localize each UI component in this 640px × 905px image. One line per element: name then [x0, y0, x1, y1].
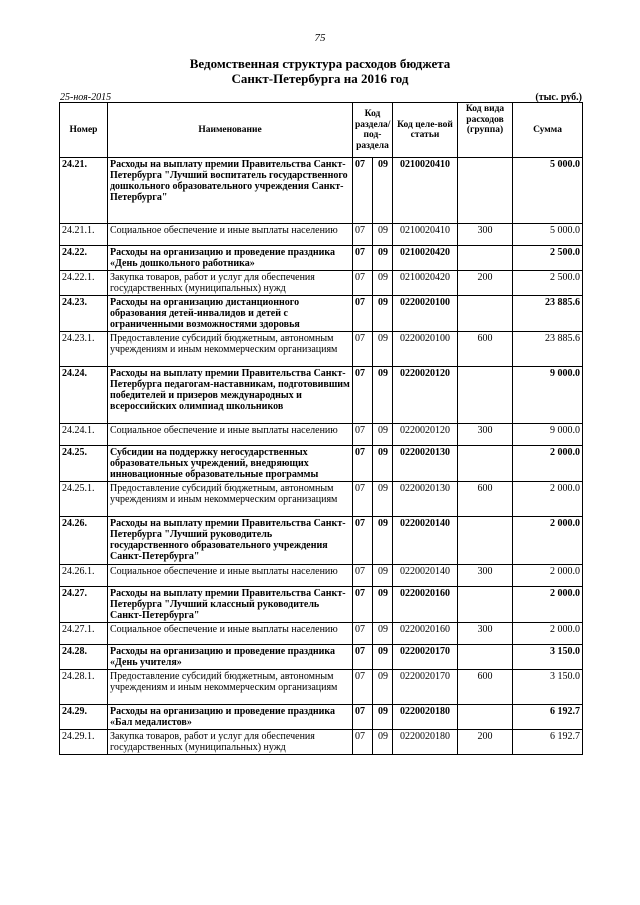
row-number: 24.21. [60, 158, 108, 224]
units-label: (тыс. руб.) [535, 92, 582, 103]
row-section: 07 [353, 424, 373, 446]
row-subsection: 09 [373, 271, 393, 296]
row-subsection: 09 [373, 424, 393, 446]
row-target-code: 0220020170 [393, 670, 458, 705]
table-row [60, 296, 583, 332]
row-name: Расходы на выплату премии Правительства Санкт-Петербурга педагогам-наставникам, подготовившим победителей и призеров международных и всероссийских олимпиад школьников [108, 367, 353, 424]
row-number: 24.29.1. [60, 730, 108, 755]
row-target-code: 0220020160 [393, 623, 458, 645]
row-sum: 2 000.0 [513, 482, 583, 517]
row-expense-type: 600 [458, 670, 513, 705]
row-sum: 2 000.0 [513, 623, 583, 645]
row-sum: 9 000.0 [513, 424, 583, 446]
row-number: 24.27.1. [60, 623, 108, 645]
row-name: Предоставление субсидий бюджетным, автономным учреждениям и иным некоммерческим организациям [108, 332, 353, 367]
row-expense-type [458, 296, 513, 332]
table-row [60, 705, 583, 730]
row-target-code: 0210020410 [393, 158, 458, 224]
row-subsection: 09 [373, 670, 393, 705]
row-subsection: 09 [373, 730, 393, 755]
row-sum: 6 192.7 [513, 705, 583, 730]
row-subsection: 09 [373, 587, 393, 623]
row-number: 24.27. [60, 587, 108, 623]
row-expense-type [458, 645, 513, 670]
row-number: 24.26. [60, 517, 108, 565]
row-expense-type [458, 158, 513, 224]
header-expense-type: Код вида расходов (группа) [458, 103, 513, 158]
row-expense-type [458, 517, 513, 565]
row-sum: 3 150.0 [513, 645, 583, 670]
table-row [60, 645, 583, 670]
row-expense-type: 200 [458, 730, 513, 755]
row-target-code: 0220020140 [393, 517, 458, 565]
header-sum: Сумма [513, 103, 583, 158]
row-expense-type: 300 [458, 424, 513, 446]
row-name: Социальное обеспечение и иные выплаты населению [108, 424, 353, 446]
row-name: Расходы на организацию дистанционного образования детей-инвалидов и детей с ограниченными возможностями здоровья [108, 296, 353, 332]
table-row [60, 271, 583, 296]
row-section: 07 [353, 446, 373, 482]
row-sum: 3 150.0 [513, 670, 583, 705]
row-expense-type: 200 [458, 271, 513, 296]
row-section: 07 [353, 623, 373, 645]
table-row [60, 565, 583, 587]
row-target-code: 0220020180 [393, 705, 458, 730]
row-name: Закупка товаров, работ и услуг для обеспечения государственных (муниципальных) нужд [108, 271, 353, 296]
row-name: Предоставление субсидий бюджетным, автономным учреждениям и иным некоммерческим организациям [108, 670, 353, 705]
row-section: 07 [353, 482, 373, 517]
row-sum: 23 885.6 [513, 296, 583, 332]
row-expense-type [458, 587, 513, 623]
row-sum: 9 000.0 [513, 367, 583, 424]
budget-table [59, 102, 583, 755]
row-sum: 2 500.0 [513, 271, 583, 296]
row-section: 07 [353, 670, 373, 705]
row-name: Расходы на организацию и проведение праздника «День учителя» [108, 645, 353, 670]
table-row [60, 623, 583, 645]
row-subsection: 09 [373, 296, 393, 332]
header-name: Наименование [108, 103, 353, 158]
row-expense-type: 300 [458, 623, 513, 645]
row-subsection: 09 [373, 158, 393, 224]
row-subsection: 09 [373, 623, 393, 645]
row-name: Социальное обеспечение и иные выплаты населению [108, 224, 353, 246]
row-expense-type: 600 [458, 332, 513, 367]
row-sum: 5 000.0 [513, 158, 583, 224]
row-target-code: 0220020160 [393, 587, 458, 623]
row-number: 24.29. [60, 705, 108, 730]
row-number: 24.25.1. [60, 482, 108, 517]
page-number: 75 [314, 32, 326, 44]
row-target-code: 0220020180 [393, 730, 458, 755]
row-section: 07 [353, 332, 373, 367]
row-subsection: 09 [373, 224, 393, 246]
table-row [60, 367, 583, 424]
row-subsection: 09 [373, 705, 393, 730]
row-expense-type [458, 246, 513, 271]
row-section: 07 [353, 158, 373, 224]
row-target-code: 0220020130 [393, 482, 458, 517]
row-target-code: 0220020170 [393, 645, 458, 670]
table-row [60, 224, 583, 246]
title-line-2: Санкт-Петербурга на 2016 год [231, 71, 409, 86]
row-name: Расходы на выплату премии Правительства Санкт-Петербурга "Лучший руководитель государственного образовательного учреждения Санкт-Петербурга" [108, 517, 353, 565]
row-name: Закупка товаров, работ и услуг для обеспечения государственных (муниципальных) нужд [108, 730, 353, 755]
table-row [60, 670, 583, 705]
row-number: 24.26.1. [60, 565, 108, 587]
row-sum: 2 000.0 [513, 587, 583, 623]
row-number: 24.22.1. [60, 271, 108, 296]
table-row [60, 158, 583, 224]
row-section: 07 [353, 296, 373, 332]
row-target-code: 0210020420 [393, 271, 458, 296]
row-section: 07 [353, 367, 373, 424]
row-section: 07 [353, 645, 373, 670]
row-target-code: 0220020140 [393, 565, 458, 587]
table-body [60, 158, 583, 755]
row-sum: 5 000.0 [513, 224, 583, 246]
row-sum: 6 192.7 [513, 730, 583, 755]
row-subsection: 09 [373, 565, 393, 587]
row-expense-type [458, 367, 513, 424]
header-target: Код целе-вой статьи [393, 103, 458, 158]
document-date: 25-ноя-2015 [60, 92, 112, 103]
row-expense-type [458, 705, 513, 730]
row-number: 24.24. [60, 367, 108, 424]
table-row [60, 482, 583, 517]
row-section: 07 [353, 517, 373, 565]
table-row [60, 246, 583, 271]
row-subsection: 09 [373, 482, 393, 517]
row-target-code: 0220020120 [393, 424, 458, 446]
row-number: 24.23. [60, 296, 108, 332]
row-target-code: 0210020410 [393, 224, 458, 246]
row-expense-type: 300 [458, 224, 513, 246]
table-row [60, 587, 583, 623]
row-number: 24.23.1. [60, 332, 108, 367]
row-sum: 2 000.0 [513, 565, 583, 587]
row-name: Субсидии на поддержку негосударственных образовательных учреждений, внедряющих инновационные образовательные программы [108, 446, 353, 482]
row-number: 24.28.1. [60, 670, 108, 705]
row-section: 07 [353, 246, 373, 271]
row-name: Расходы на выплату премии Правительства Санкт-Петербурга "Лучший классный руководитель Санкт-Петербурга" [108, 587, 353, 623]
row-section: 07 [353, 565, 373, 587]
row-target-code: 0220020100 [393, 296, 458, 332]
row-section: 07 [353, 224, 373, 246]
row-section: 07 [353, 587, 373, 623]
row-number: 24.24.1. [60, 424, 108, 446]
row-name: Предоставление субсидий бюджетным, автономным учреждениям и иным некоммерческим организациям [108, 482, 353, 517]
table-row [60, 446, 583, 482]
row-name: Расходы на организацию и проведение праздника «Бал медалистов» [108, 705, 353, 730]
row-subsection: 09 [373, 446, 393, 482]
row-section: 07 [353, 705, 373, 730]
row-target-code: 0210020420 [393, 246, 458, 271]
row-target-code: 0220020130 [393, 446, 458, 482]
row-subsection: 09 [373, 332, 393, 367]
row-number: 24.25. [60, 446, 108, 482]
row-target-code: 0220020120 [393, 367, 458, 424]
title-line-1: Ведомственная структура расходов бюджета [189, 56, 451, 71]
row-section: 07 [353, 271, 373, 296]
row-subsection: 09 [373, 367, 393, 424]
table-row [60, 332, 583, 367]
row-sum: 2 000.0 [513, 446, 583, 482]
row-subsection: 09 [373, 517, 393, 565]
row-sum: 2 000.0 [513, 517, 583, 565]
row-number: 24.21.1. [60, 224, 108, 246]
row-expense-type: 300 [458, 565, 513, 587]
row-name: Социальное обеспечение и иные выплаты населению [108, 623, 353, 645]
header-section: Код раздела/ под-раздела [353, 103, 393, 158]
row-sum: 23 885.6 [513, 332, 583, 367]
table-header-row [60, 103, 583, 158]
row-name: Расходы на выплату премии Правительства Санкт-Петербурга "Лучший воспитатель государственного дошкольного образовательного учреждения Санкт-Петербурга" [108, 158, 353, 224]
row-expense-type [458, 446, 513, 482]
table-row [60, 424, 583, 446]
table-row [60, 517, 583, 565]
header-number: Номер [60, 103, 108, 158]
document-title [0, 56, 640, 86]
row-subsection: 09 [373, 645, 393, 670]
row-number: 24.28. [60, 645, 108, 670]
row-sum: 2 500.0 [513, 246, 583, 271]
row-subsection: 09 [373, 246, 393, 271]
row-section: 07 [353, 730, 373, 755]
row-expense-type: 600 [458, 482, 513, 517]
row-name: Социальное обеспечение и иные выплаты населению [108, 565, 353, 587]
row-number: 24.22. [60, 246, 108, 271]
row-name: Расходы на организацию и проведение праздника «День дошкольного работника» [108, 246, 353, 271]
row-target-code: 0220020100 [393, 332, 458, 367]
table-row [60, 730, 583, 755]
